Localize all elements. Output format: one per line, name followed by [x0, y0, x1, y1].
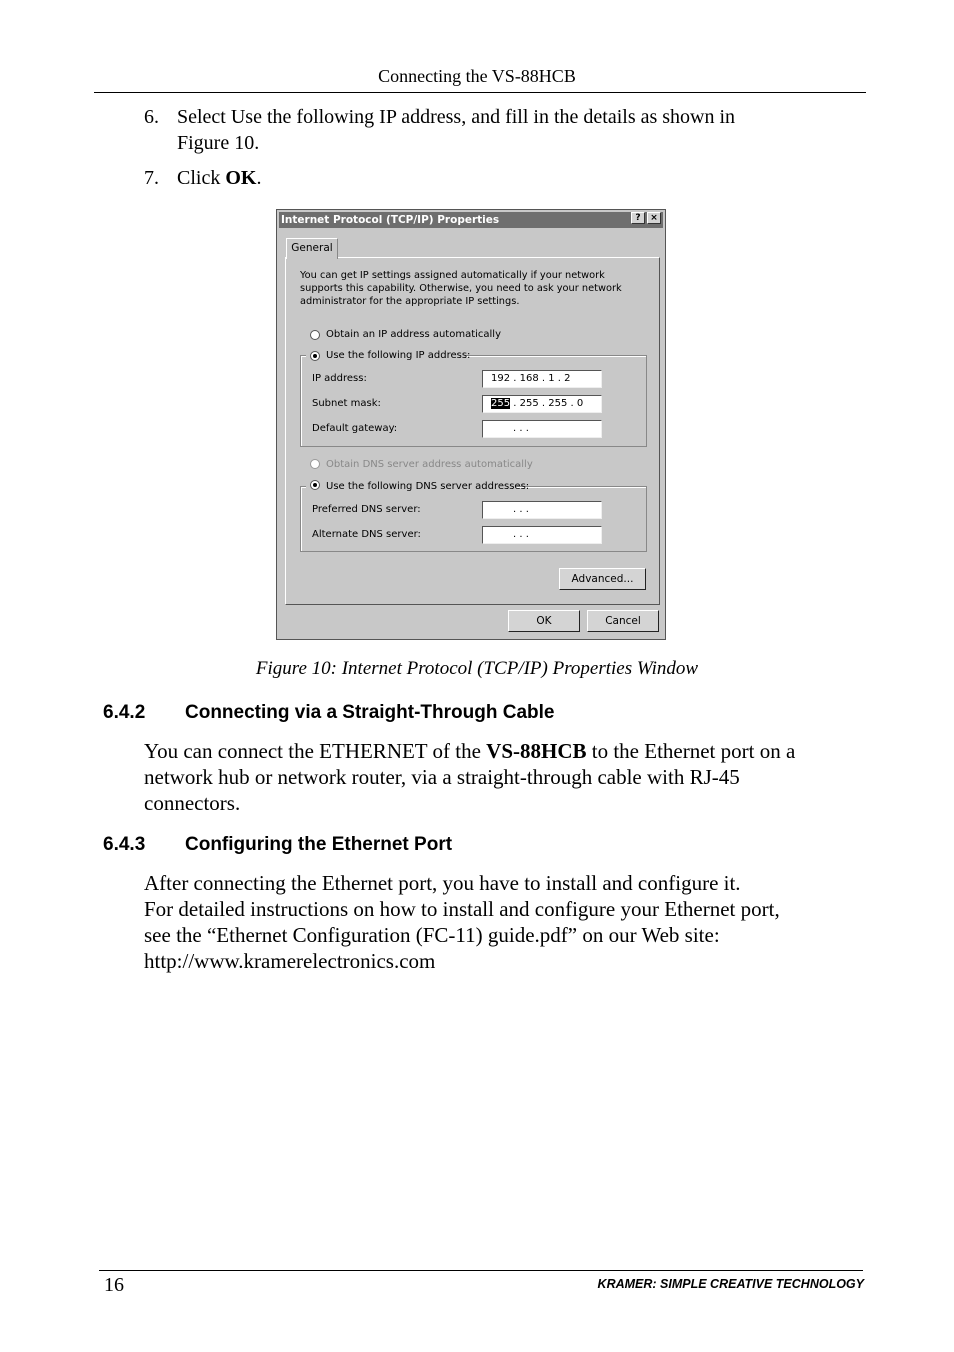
header-rule: [94, 92, 866, 93]
step-number: 6.: [144, 106, 159, 128]
alternate-dns-label: Alternate DNS server:: [312, 529, 421, 540]
figure-caption: Figure 10: Internet Protocol (TCP/IP) Properties Window: [255, 658, 699, 679]
subnet-mask-field[interactable]: [482, 395, 602, 413]
section-number: 6.4.3: [103, 834, 146, 855]
subnet-rest: . 255 . 255 . 0: [510, 398, 584, 409]
close-button[interactable]: ×: [647, 212, 661, 224]
section-title: Connecting via a Straight-Through Cable: [185, 702, 555, 723]
step-text: Click: [177, 167, 226, 189]
para-bold-product: VS-88HCB: [486, 739, 587, 763]
default-gateway-label: Default gateway:: [312, 423, 398, 434]
advanced-button[interactable]: Advanced...: [559, 568, 646, 590]
radio-obtain-dns-label: Obtain DNS server address automatically: [326, 459, 533, 470]
step-text-line: Select Use the following IP address, and fill in the details as shown in: [177, 106, 736, 128]
ip-address-label: IP address:: [312, 373, 367, 384]
dialog-description: You can get IP settings assigned automatically if your network supports this capability. Otherwise, you need to ask your network administrator for the appropriate IP settings.: [300, 270, 622, 307]
section-643-paragraph: [144, 870, 874, 974]
para-line: network hub or network router, via a straight-through cable with RJ-45: [144, 765, 740, 789]
step-7: [144, 165, 824, 191]
radio-use-dns-label: Use the following DNS server addresses:: [326, 481, 530, 492]
step-6: [144, 104, 824, 156]
footer-rule: [99, 1270, 863, 1271]
dialog-title: Internet Protocol (TCP/IP) Properties: [281, 214, 500, 226]
radio-obtain-ip-label: Obtain an IP address automatically: [326, 329, 502, 340]
footer-tagline: KRAMER: SIMPLE CREATIVE TECHNOLOGY: [597, 1277, 864, 1291]
para-line: For detailed instructions on how to install and configure your Ethernet port,: [144, 897, 780, 921]
preferred-dns-label: Preferred DNS server:: [312, 504, 421, 515]
section-642-paragraph: [144, 738, 874, 816]
para-text: You can connect the ETHERNET of the: [144, 739, 487, 763]
web-link[interactable]: http://www.kramerelectronics.com: [144, 949, 436, 973]
ip-address-field[interactable]: 192 . 168 . 1 . 2: [482, 370, 602, 388]
alternate-dns-field[interactable]: . . .: [482, 526, 602, 544]
cancel-button[interactable]: Cancel: [587, 610, 659, 632]
para-line: After connecting the Ethernet port, you have to install and configure it.: [144, 871, 741, 895]
radio-use-ip[interactable]: [310, 351, 320, 361]
radio-obtain-ip[interactable]: [310, 330, 320, 340]
dialog-title-bar: [279, 212, 663, 228]
subnet-selected-octet: 255: [491, 398, 511, 409]
radio-use-dns[interactable]: [310, 480, 320, 490]
step-number: 7.: [144, 167, 159, 189]
radio-use-ip-label: Use the following IP address:: [326, 350, 471, 361]
section-title: Configuring the Ethernet Port: [185, 834, 453, 855]
running-header: Connecting the VS-88HCB: [378, 66, 576, 86]
step-text: .: [256, 167, 262, 189]
section-number: 6.4.2: [103, 702, 146, 723]
tcpip-properties-dialog: [276, 209, 666, 640]
ok-button[interactable]: OK: [508, 610, 580, 632]
tab-general[interactable]: General: [286, 238, 338, 259]
para-line: see the “Ethernet Configuration (FC-11) guide.pdf” on our Web site:: [144, 923, 720, 947]
step-bold-ok: OK: [225, 167, 257, 189]
help-button[interactable]: ?: [631, 212, 645, 224]
step-text-line: Figure 10.: [177, 132, 260, 154]
page-number: 16: [104, 1274, 124, 1296]
radio-obtain-dns[interactable]: [310, 459, 320, 469]
preferred-dns-field[interactable]: . . .: [482, 501, 602, 519]
para-text: to the Ethernet port on a: [586, 739, 796, 763]
para-line: connectors.: [144, 791, 241, 815]
default-gateway-field[interactable]: . . .: [482, 420, 602, 438]
subnet-mask-label: Subnet mask:: [312, 398, 381, 409]
